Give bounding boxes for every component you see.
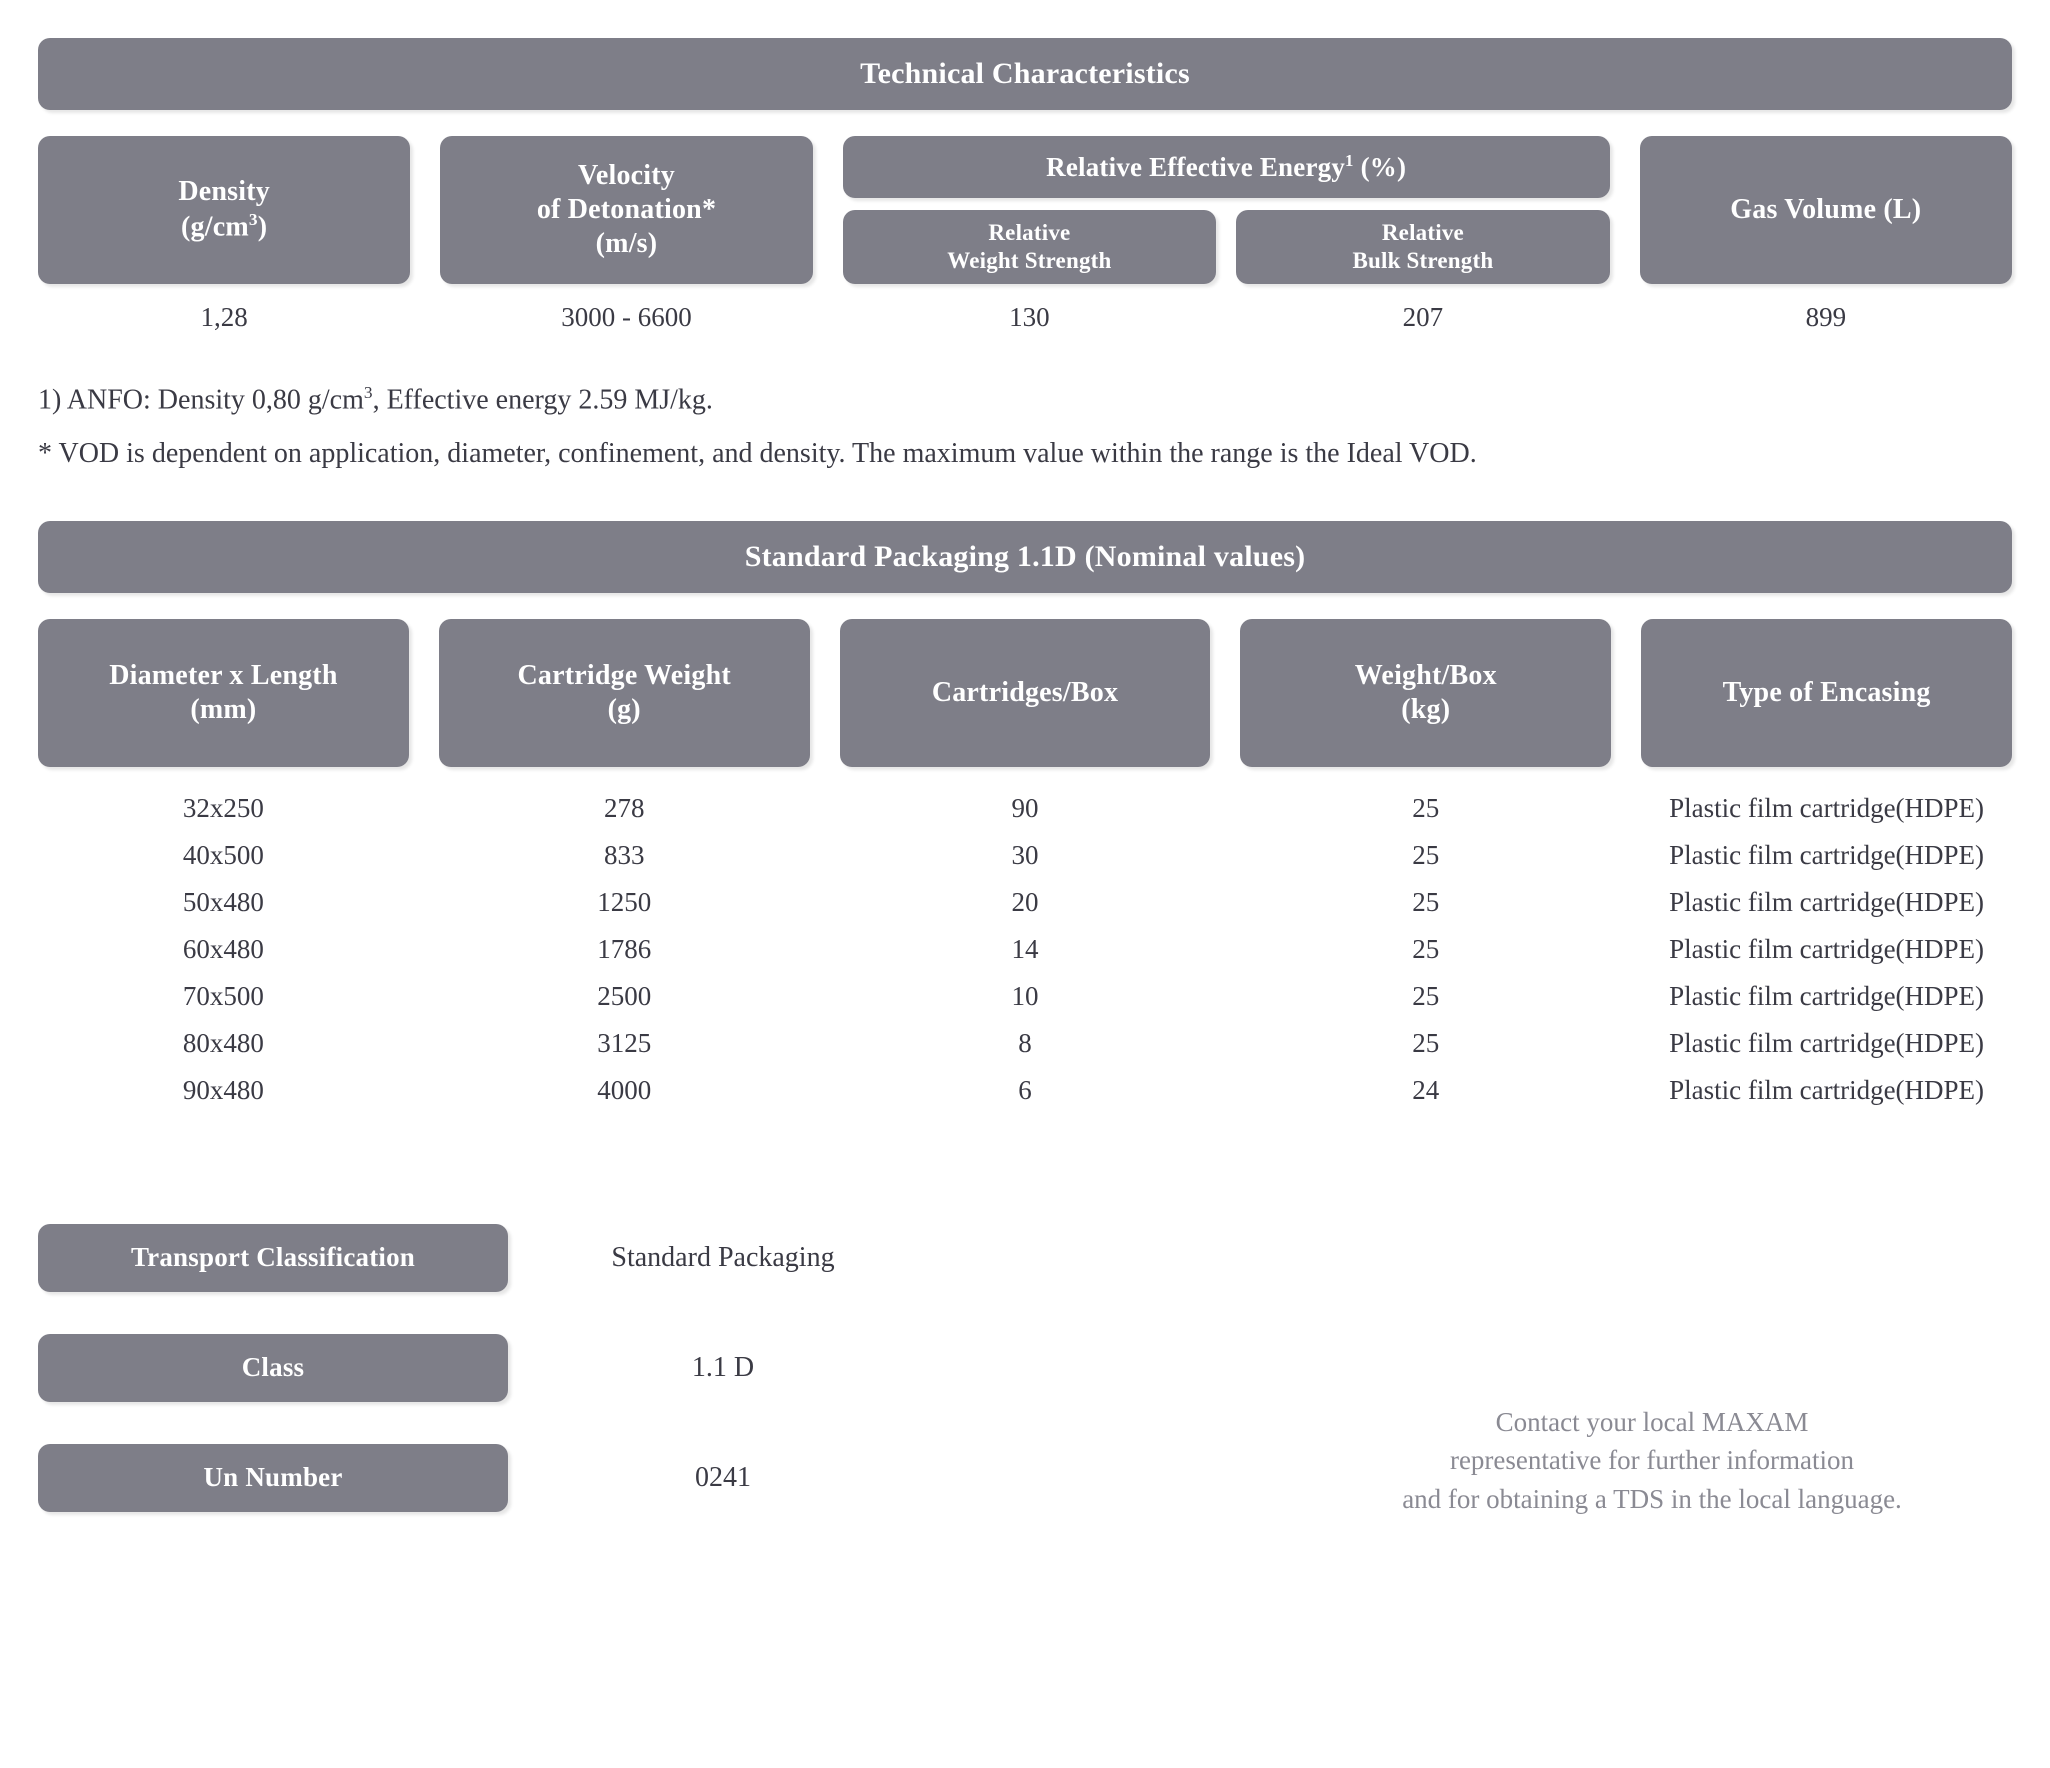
technical-values-row — [38, 302, 2012, 333]
footnote-anfo — [38, 381, 2012, 419]
transport-row — [38, 1334, 2012, 1402]
transport-label: Un Number — [38, 1444, 508, 1512]
column-header-weight-per-box — [1240, 619, 1611, 767]
rbs-line1: Relative — [1381, 219, 1464, 245]
cell-encasing: Plastic film cartridge(HDPE) — [1669, 1027, 1985, 1058]
cell-diameter-length: 90x480 — [182, 1074, 264, 1105]
contact-note — [1302, 1403, 2002, 1518]
standard-packaging-banner: Standard Packaging 1.1D (Nominal values) — [38, 521, 2012, 593]
rws-line1: Relative — [988, 219, 1071, 245]
cell-diameter-length: 50x480 — [182, 886, 264, 917]
cell-cartridge-weight: 3125 — [597, 1027, 652, 1058]
footnotes — [38, 381, 2012, 473]
rws-line2: Weight Strength — [947, 248, 1112, 273]
cell-weight-box: 25 — [1412, 886, 1440, 917]
cell-weight-box: 25 — [1412, 1027, 1440, 1058]
cell-cartridge-weight: 2500 — [597, 980, 652, 1011]
cell-cartridges-box: 20 — [1011, 886, 1039, 917]
column-header-type-of-encasing — [1641, 619, 2012, 767]
cell-cartridges-box: 10 — [1011, 980, 1039, 1011]
cell-encasing: Plastic film cartridge(HDPE) — [1669, 792, 1985, 823]
transport-label: Transport Classification — [38, 1224, 508, 1292]
value-gas-volume: 899 — [1805, 302, 1847, 332]
cell-encasing: Plastic film cartridge(HDPE) — [1669, 839, 1985, 870]
cell-weight-box: 25 — [1412, 980, 1440, 1011]
footnote-vod: * VOD is dependent on application, diameter, confinement, and density. The maximum value within the range is the Ideal VOD. — [38, 438, 1477, 470]
density-unit-exponent: 3 — [248, 210, 258, 230]
cell-cartridge-weight: 278 — [603, 792, 645, 823]
value-velocity-of-detonation: 3000 - 6600 — [561, 302, 692, 332]
ree-title-unit: (%) — [1360, 151, 1407, 182]
packaging-header-row — [38, 619, 2012, 767]
weight-box-unit: (kg) — [1401, 693, 1451, 725]
gas-volume-label: Gas Volume (L) — [1730, 193, 1922, 225]
column-header-relative-effective-energy — [843, 136, 1610, 198]
cell-weight-box: 25 — [1412, 839, 1440, 870]
transport-value: 0241 — [695, 1461, 751, 1493]
contact-line-2: representative for further information — [1449, 1445, 1855, 1476]
diameter-length-label: Diameter x Length — [109, 659, 338, 691]
column-header-diameter-length — [38, 619, 409, 767]
cell-cartridges-box: 8 — [1018, 1027, 1032, 1058]
cell-cartridge-weight: 1786 — [597, 933, 652, 964]
column-header-density — [38, 136, 410, 284]
relative-effective-energy-subcolumns — [843, 210, 1610, 284]
ree-title-footnote-marker: 1 — [1345, 150, 1354, 170]
value-relative-bulk-strength: 207 — [1402, 302, 1444, 332]
cell-encasing: Plastic film cartridge(HDPE) — [1669, 980, 1985, 1011]
ree-title: Relative Effective Energy — [1046, 151, 1346, 182]
technical-characteristics-banner: Technical Characteristics — [38, 38, 2012, 110]
cell-diameter-length: 80x480 — [182, 1027, 264, 1058]
cell-diameter-length: 70x500 — [182, 980, 264, 1011]
vod-label-line2: of Detonation* — [536, 193, 717, 225]
transport-row — [38, 1224, 2012, 1292]
contact-line-3: and for obtaining a TDS in the local language. — [1402, 1483, 1902, 1514]
value-density: 1,28 — [200, 302, 248, 332]
cell-diameter-length: 32x250 — [182, 792, 264, 823]
cell-cartridges-box: 14 — [1011, 933, 1039, 964]
cell-weight-box: 25 — [1412, 933, 1440, 964]
cartridge-weight-label: Cartridge Weight — [517, 659, 731, 691]
transport-label: Class — [38, 1334, 508, 1402]
transport-value: Standard Packaging — [611, 1241, 835, 1273]
cell-weight-box: 25 — [1412, 792, 1440, 823]
table-row — [38, 832, 2012, 879]
cell-cartridge-weight: 4000 — [597, 1074, 652, 1105]
cell-encasing: Plastic film cartridge(HDPE) — [1669, 1074, 1985, 1105]
diameter-length-unit: (mm) — [190, 693, 257, 725]
table-row — [38, 879, 2012, 926]
cell-diameter-length: 40x500 — [182, 839, 264, 870]
column-header-cartridges-per-box — [840, 619, 1211, 767]
cell-cartridges-box: 6 — [1018, 1074, 1032, 1105]
relative-effective-energy-group — [843, 136, 1610, 284]
footnote-anfo-post: , Effective energy 2.59 MJ/kg. — [372, 384, 713, 416]
table-row — [38, 785, 2012, 832]
table-row — [38, 1020, 2012, 1067]
rbs-line2: Bulk Strength — [1352, 248, 1494, 273]
cell-cartridges-box: 90 — [1011, 792, 1039, 823]
vod-unit: (m/s) — [595, 228, 658, 260]
table-row — [38, 1067, 2012, 1114]
density-unit-prefix: (g/cm — [181, 211, 249, 243]
weight-box-label: Weight/Box — [1354, 659, 1497, 691]
encasing-label: Type of Encasing — [1722, 676, 1931, 708]
column-header-relative-weight-strength — [843, 210, 1217, 284]
value-relative-weight-strength: 130 — [1009, 302, 1050, 332]
contact-line-1: Contact your local MAXAM — [1495, 1406, 1809, 1437]
cell-cartridge-weight: 833 — [603, 839, 645, 870]
cartridge-weight-unit: (g) — [607, 693, 641, 725]
cell-encasing: Plastic film cartridge(HDPE) — [1669, 933, 1985, 964]
footnote-anfo-exponent: 3 — [363, 383, 373, 402]
table-row — [38, 926, 2012, 973]
cell-weight-box: 24 — [1412, 1074, 1440, 1105]
density-unit-suffix: ) — [257, 211, 268, 243]
cell-cartridges-box: 30 — [1011, 839, 1039, 870]
cartridges-box-label: Cartridges/Box — [931, 676, 1119, 708]
datasheet-page — [0, 38, 2050, 1768]
packaging-table-body — [38, 785, 2012, 1114]
footnote-anfo-pre: 1) ANFO: Density 0,80 g/cm — [38, 384, 364, 416]
table-row — [38, 973, 2012, 1020]
technical-header-row — [38, 136, 2012, 284]
vod-label-line1: Velocity — [577, 159, 675, 191]
cell-cartridge-weight: 1250 — [597, 886, 652, 917]
column-header-gas-volume — [1640, 136, 2012, 284]
transport-classification-section — [38, 1224, 2012, 1512]
relative-effective-energy-values — [843, 302, 1610, 333]
cell-encasing: Plastic film cartridge(HDPE) — [1669, 886, 1985, 917]
column-header-velocity-of-detonation — [440, 136, 812, 284]
column-header-relative-bulk-strength — [1236, 210, 1610, 284]
density-label: Density — [178, 176, 270, 208]
cell-diameter-length: 60x480 — [182, 933, 264, 964]
column-header-cartridge-weight — [439, 619, 810, 767]
transport-value: 1.1 D — [691, 1351, 755, 1383]
